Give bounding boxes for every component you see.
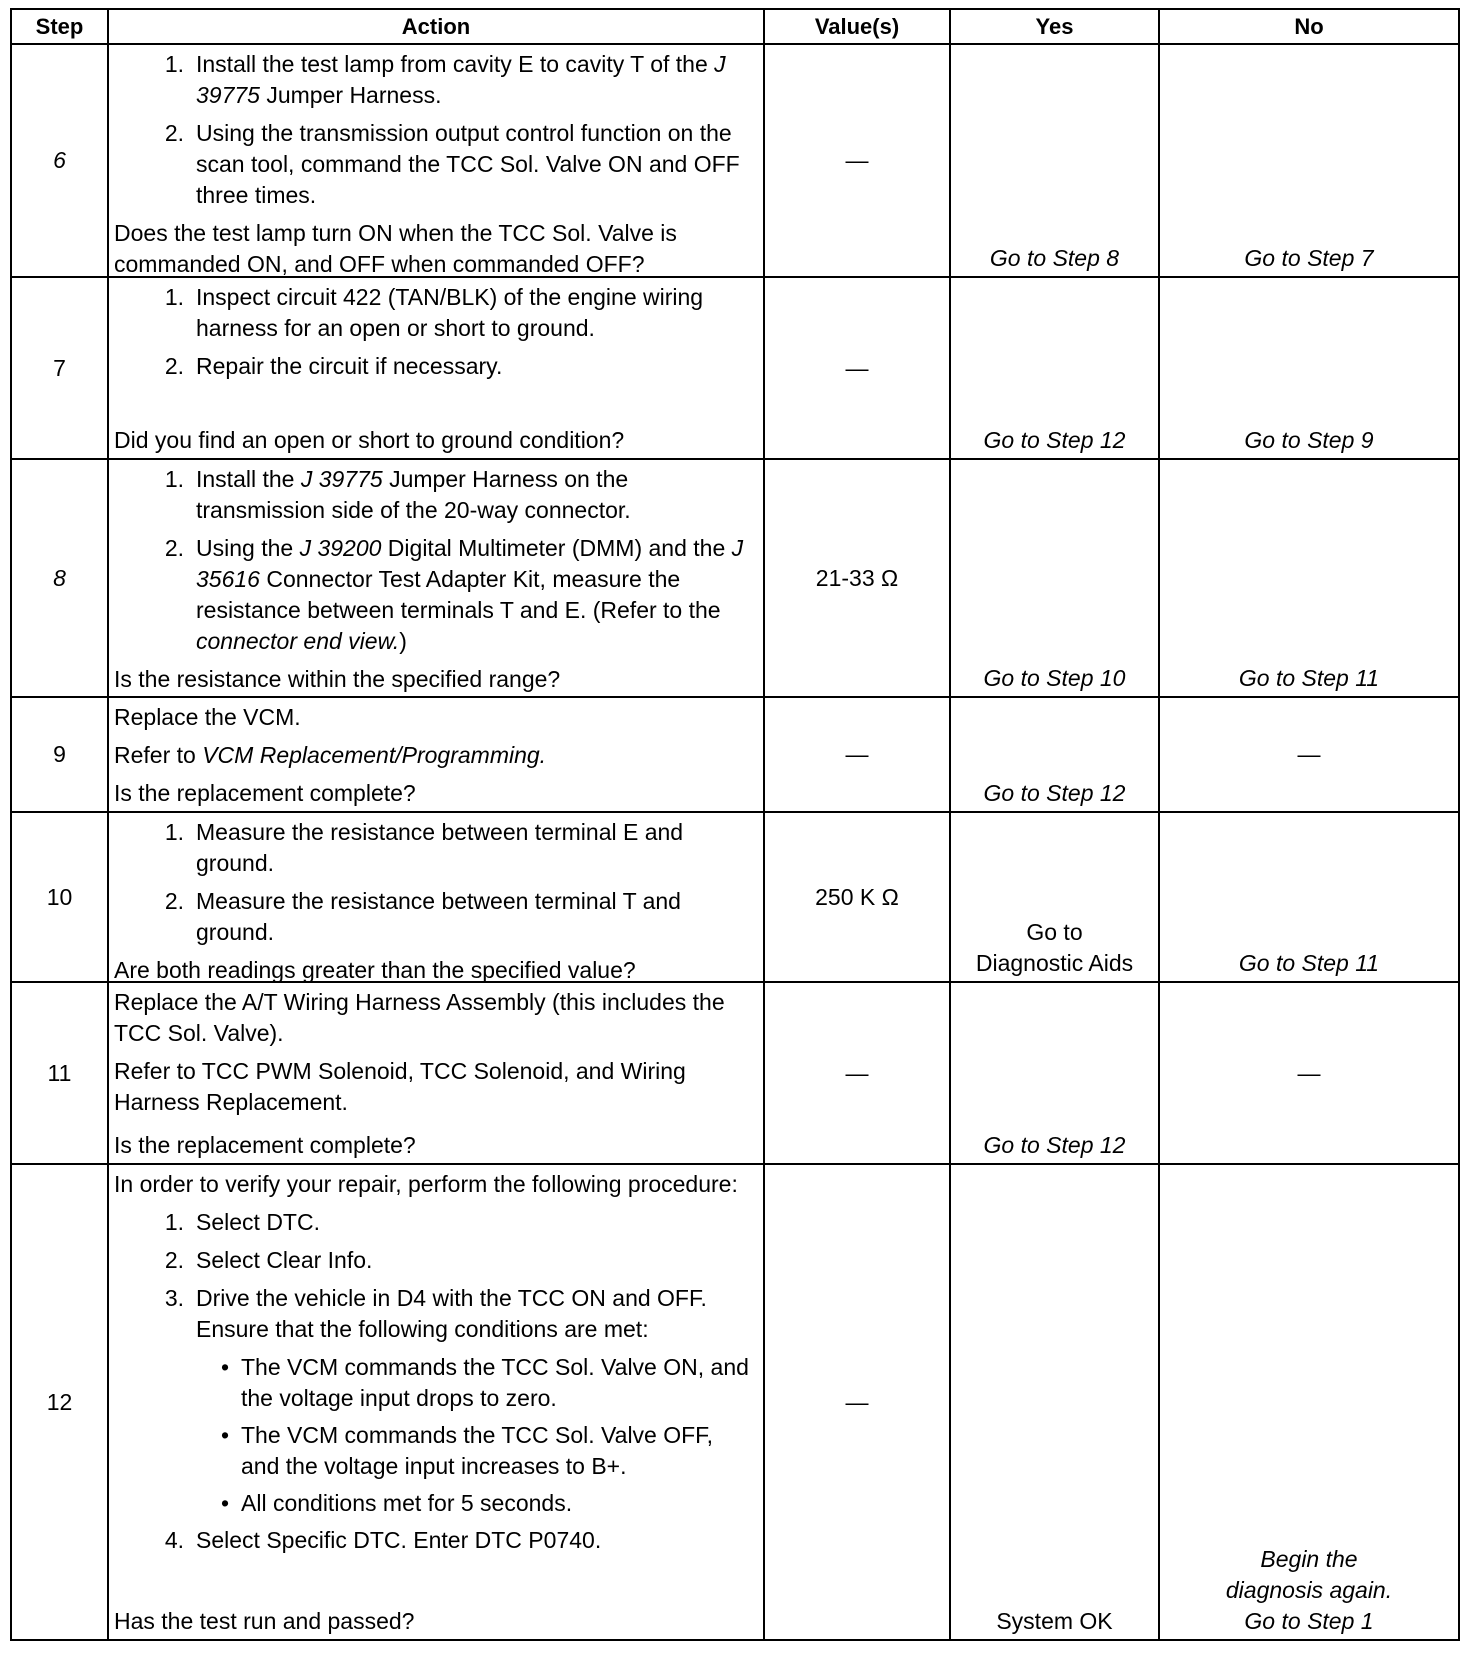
- bullet-icon: •: [220, 1490, 229, 1516]
- bullet-item: • All conditions met for 5 seconds.: [114, 1488, 757, 1519]
- no-cell: Go to Step 7: [1159, 44, 1459, 277]
- list-item: 2. Measure the resistance between terminal T and ground.: [164, 888, 681, 945]
- table-row: [11, 459, 1459, 697]
- bullet-item: • The VCM commands the TCC Sol. Valve ON, and the voltage input drops to zero.: [114, 1352, 757, 1414]
- yes-cell: Go to Step 8: [950, 44, 1159, 277]
- tool-reference: J 39200: [299, 535, 382, 561]
- value-cell: —: [764, 277, 950, 459]
- list-item: 4. Select Specific DTC. Enter DTC P0740.: [164, 1527, 602, 1553]
- list-item: 2. Repair the circuit if necessary.: [164, 353, 503, 379]
- step-number: 7: [11, 277, 108, 459]
- list-item: 1. Select DTC.: [164, 1209, 320, 1235]
- step-number: 11: [11, 982, 108, 1164]
- no-cell: —: [1159, 697, 1459, 812]
- step-number: 12: [11, 1164, 108, 1640]
- list-item: 2. Using the J 39200 Digital Multimeter (DMM) and the J 35616 Connector Test Adapter Kit, measure the resistance between terminals T and E. (Refer to the connector end view.): [164, 535, 744, 654]
- value-cell: 21-33 Ω: [764, 459, 950, 697]
- step-number: 10: [11, 812, 108, 982]
- step-number: 9: [11, 697, 108, 812]
- tool-reference: J 39775: [300, 466, 383, 492]
- header-yes: Yes: [950, 9, 1159, 44]
- table-row: [11, 812, 1459, 982]
- table-row: [11, 44, 1459, 277]
- cross-reference: connector end view.: [196, 628, 400, 654]
- yes-cell: System OK: [950, 1164, 1159, 1640]
- action-text: Replace the VCM.: [114, 704, 301, 730]
- no-cell: Begin the diagnosis again. Go to Step 1: [1159, 1164, 1459, 1640]
- action-text: In order to verify your repair, perform the following procedure:: [114, 1171, 738, 1197]
- yes-cell: Go to Step 12: [950, 697, 1159, 812]
- value-cell: 250 K Ω: [764, 812, 950, 982]
- table-row: [11, 982, 1459, 1164]
- diagnostic-table-page: [10, 8, 1458, 1641]
- tool-reference: J 39775: [196, 51, 726, 108]
- action-text: Replace the A/T Wiring Harness Assembly (this includes the TCC Sol. Valve).: [114, 989, 725, 1046]
- question-text: Does the test lamp turn ON when the TCC Sol. Valve is commanded ON, and OFF when commanded OFF?: [114, 220, 677, 277]
- bullet-item: • The VCM commands the TCC Sol. Valve OFF, and the voltage input increases to B+.: [114, 1420, 757, 1482]
- list-item: 1. Install the test lamp from cavity E to cavity T of the J 39775 Jumper Harness.: [164, 51, 726, 108]
- no-cell: Go to Step 9: [1159, 277, 1459, 459]
- header-step: Step: [11, 9, 108, 44]
- bullet-icon: •: [220, 1354, 229, 1380]
- list-item: 2. Using the transmission output control function on the scan tool, command the TCC Sol. Valve ON and OFF three times.: [164, 120, 740, 208]
- list-item: 2. Select Clear Info.: [164, 1247, 373, 1273]
- tool-reference: J 35616: [196, 535, 744, 592]
- no-cell: —: [1159, 982, 1459, 1164]
- header-action: Action: [108, 9, 764, 44]
- action-cell: [108, 982, 764, 1164]
- value-cell: —: [764, 1164, 950, 1640]
- table-row: [11, 277, 1459, 459]
- question-text: Has the test run and passed?: [114, 1608, 415, 1634]
- table-row: [11, 1164, 1459, 1640]
- bullet-icon: •: [220, 1422, 229, 1448]
- list-item: 1. Measure the resistance between terminal E and ground.: [164, 819, 684, 876]
- no-cell: Go to Step 11: [1159, 812, 1459, 982]
- list-item: 3. Drive the vehicle in D4 with the TCC ON and OFF. Ensure that the following conditions are met:: [164, 1285, 707, 1342]
- table-row: [11, 697, 1459, 812]
- question-text: Is the replacement complete?: [114, 1132, 416, 1158]
- yes-cell: Go to Step 12: [950, 277, 1159, 459]
- value-cell: —: [764, 44, 950, 277]
- header-values: Value(s): [764, 9, 950, 44]
- yes-cell: Go to Diagnostic Aids: [950, 812, 1159, 982]
- step-number: 8: [11, 459, 108, 697]
- value-cell: —: [764, 982, 950, 1164]
- action-cell: [108, 1164, 764, 1640]
- cross-reference: VCM Replacement/Programming.: [202, 742, 547, 768]
- question-text: Are both readings greater than the specified value?: [114, 957, 636, 983]
- step-number: 6: [11, 44, 108, 277]
- action-cell: [108, 277, 764, 459]
- yes-cell: Go to Step 12: [950, 982, 1159, 1164]
- header-row: [11, 9, 1459, 44]
- action-cell: [108, 812, 764, 982]
- action-text: Refer to TCC PWM Solenoid, TCC Solenoid, and Wiring Harness Replacement.: [114, 1058, 686, 1115]
- action-cell: Replace the VCM. Refer to VCM Replacement/Programming. Is the replacement complete?: [108, 697, 764, 812]
- action-cell: [108, 459, 764, 697]
- list-item: 1. Inspect circuit 422 (TAN/BLK) of the engine wiring harness for an open or short to ground.: [164, 284, 704, 341]
- yes-cell: Go to Step 10: [950, 459, 1159, 697]
- action-cell: [108, 44, 764, 277]
- no-cell: Go to Step 11: [1159, 459, 1459, 697]
- diagnostic-table: [10, 8, 1460, 1641]
- header-no: No: [1159, 9, 1459, 44]
- list-item: 1. Install the J 39775 Jumper Harness on the transmission side of the 20-way connector.: [164, 466, 631, 523]
- question-text: Is the resistance within the specified range?: [114, 666, 561, 692]
- question-text: Is the replacement complete?: [114, 780, 416, 806]
- value-cell: —: [764, 697, 950, 812]
- question-text: Did you find an open or short to ground condition?: [114, 427, 625, 453]
